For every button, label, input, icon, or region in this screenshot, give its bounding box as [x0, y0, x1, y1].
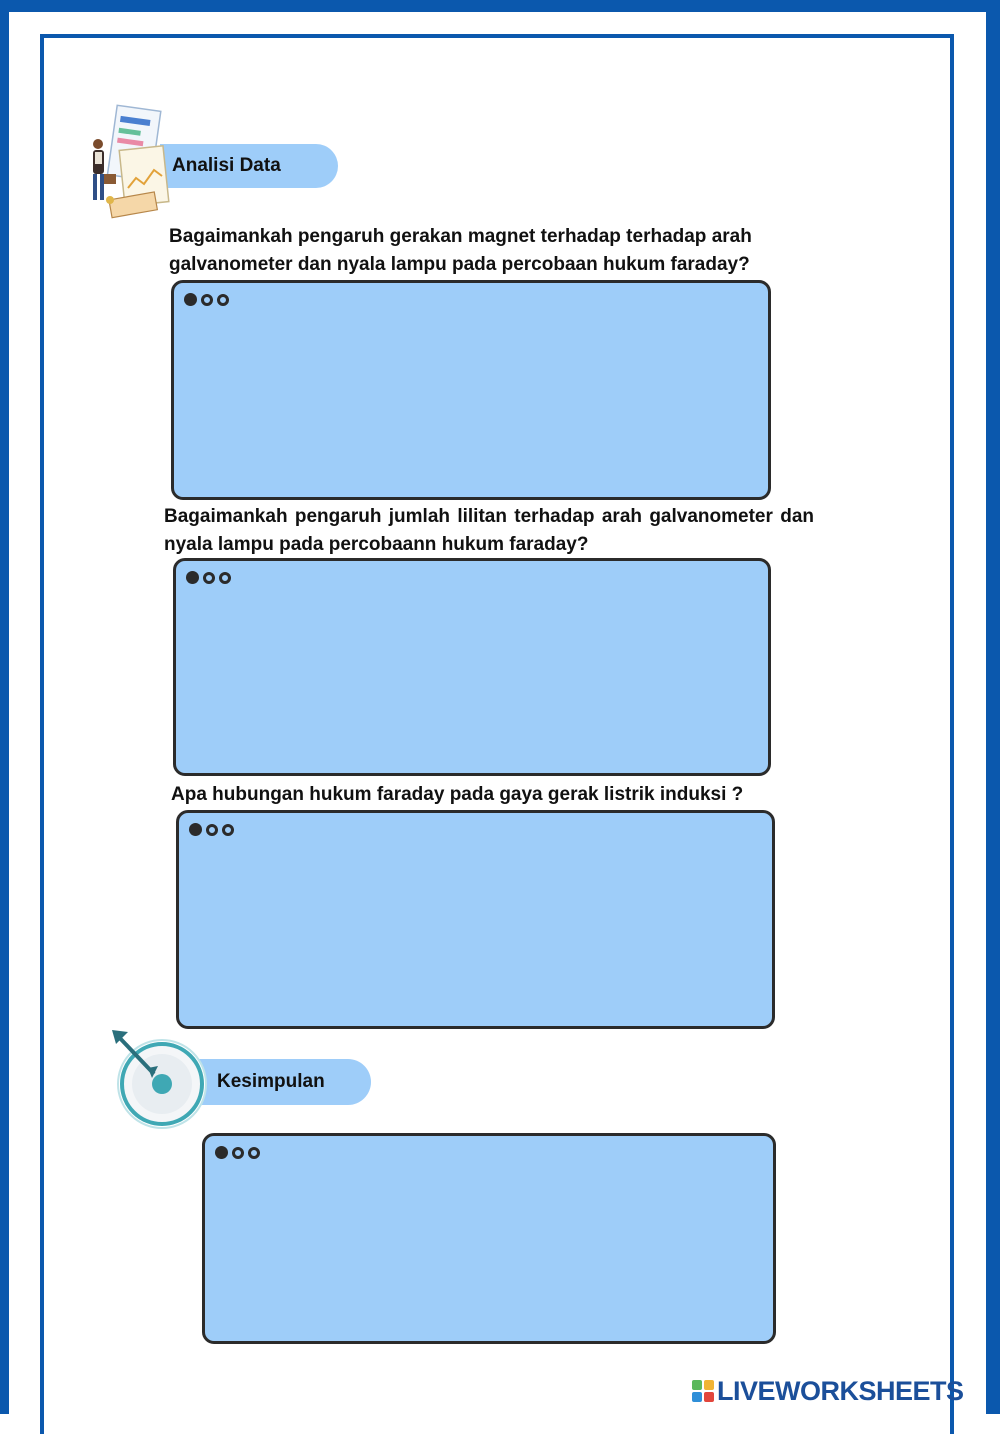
target-icon — [108, 1028, 208, 1132]
dot-ring-icon — [201, 294, 213, 306]
dot-ring-icon — [232, 1147, 244, 1159]
question-3-text: Apa hubungan hukum faraday pada gaya gerak listrik induksi ? — [171, 784, 744, 805]
dot-ring-icon — [219, 572, 231, 584]
window-dots — [186, 571, 231, 584]
answer-box-3[interactable] — [176, 810, 775, 1029]
dot-ring-icon — [206, 824, 218, 836]
dot-filled-icon — [215, 1146, 228, 1159]
window-dots — [215, 1146, 260, 1159]
window-dots — [184, 293, 229, 306]
answer-box-2[interactable] — [173, 558, 771, 776]
question-1-text: Bagaimankah pengaruh gerakan magnet terhadap terhadap arah galvanometer dan nyala lampu pada percobaan hukum faraday? — [169, 226, 752, 275]
dot-ring-icon — [248, 1147, 260, 1159]
conclusion-title-label: Kesimpulan — [217, 1071, 325, 1092]
liveworksheets-brand — [692, 1375, 964, 1407]
question-2-text: Bagaimankah pengaruh jumlah lilitan terhadap arah galvanometer dan nyala lampu pada percobaann hukum faraday? — [164, 506, 814, 555]
dot-filled-icon — [184, 293, 197, 306]
brand-name: LIVEWORKSHEETS — [717, 1375, 964, 1406]
window-dots — [189, 823, 234, 836]
dot-filled-icon — [186, 571, 199, 584]
answer-box-1[interactable] — [171, 280, 771, 500]
dot-filled-icon — [189, 823, 202, 836]
dot-ring-icon — [222, 824, 234, 836]
dot-ring-icon — [217, 294, 229, 306]
data-analysis-icon — [82, 104, 174, 224]
conclusion-answer-box[interactable] — [202, 1133, 776, 1344]
dot-ring-icon — [203, 572, 215, 584]
liveworksheets-logo-icon — [692, 1380, 714, 1402]
analysis-title-label: Analisi Data — [172, 155, 281, 176]
analysis-section-title — [160, 144, 338, 188]
conclusion-section-title — [195, 1059, 371, 1105]
